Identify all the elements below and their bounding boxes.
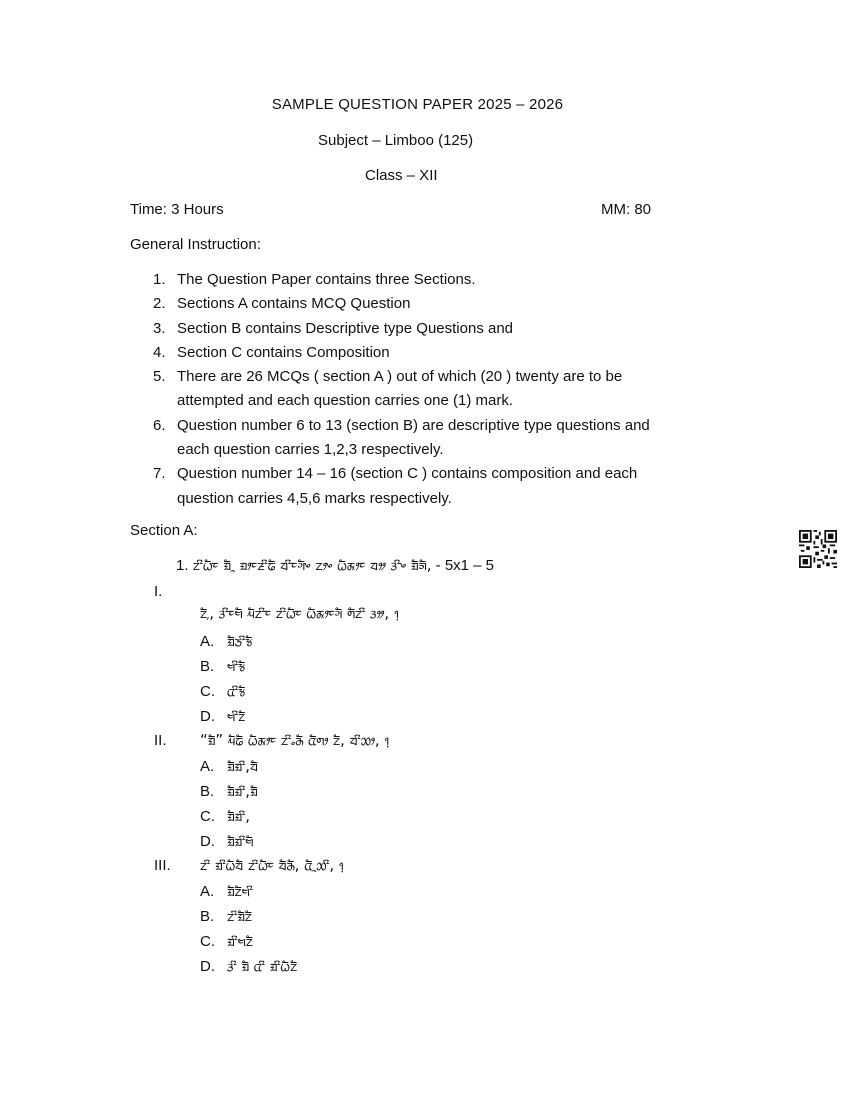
option-label: B.: [200, 658, 215, 675]
instruction-text: Section C contains Composition: [177, 343, 390, 361]
instruction-item: [130, 268, 730, 292]
question-roman-numeral: I.: [154, 583, 163, 600]
question-1: [176, 556, 494, 575]
option-label: A.: [200, 633, 215, 650]
paper-title: SAMPLE QUESTION PAPER 2025 – 2026: [271, 96, 564, 113]
option-text: ᤀᤠᤍᤡᤃᤠ: [227, 632, 253, 650]
question-marks: - 5x1 – 5: [435, 557, 495, 574]
class-line: Class – XII: [365, 167, 438, 184]
option-text: ᤀᤠᤀᤡ,: [227, 807, 250, 825]
option-text: ᤋᤡ ᤀᤠ ᤂᤡ ᤀᤡᤐᤠᤁᤠ: [227, 957, 298, 975]
instruction-text: Question number 14 – 16 (section C ) contains composition and each: [177, 465, 638, 483]
instruction-text: Question number 6 to 13 (section B) are descriptive type questions and: [177, 416, 650, 434]
question-roman-numeral: II.: [154, 732, 167, 749]
instruction-number: 6.: [153, 416, 166, 434]
option-text: ᤀᤠᤀᤡᤗᤠ: [227, 832, 254, 850]
instruction-list: [130, 268, 730, 511]
instruction-number: 2.: [153, 295, 166, 313]
option-text: ᤀᤡᤗᤁᤠ: [227, 932, 253, 950]
instruction-number: 1.: [153, 271, 166, 288]
instruction-text: attempted and each question carries one (1) mark.: [177, 392, 514, 410]
option-label: C.: [200, 683, 215, 700]
instruction-number: 4.: [153, 343, 166, 361]
mcq-option: [200, 832, 253, 851]
question-stem: ᤁᤡ ᤀᤡᤐᤠᤔᤠ ᤁᤡᤐᤠᤰ ᤔᤠᤌᤠ, ᤂᤠᤳᤑᤡ, ᥄: [200, 856, 344, 874]
option-text: ᤗᤡᤃᤠ: [227, 657, 246, 675]
qr-code: [799, 530, 837, 568]
mcq-option: [200, 757, 258, 776]
mcq-option: [200, 657, 245, 676]
instruction-number: 7.: [153, 465, 166, 483]
option-label: C.: [200, 808, 215, 825]
instruction-item: [130, 292, 730, 316]
time-allowed: Time: 3 Hours: [130, 201, 224, 218]
maximum-marks: MM: 80: [601, 201, 652, 218]
option-label: D.: [200, 958, 215, 975]
instruction-text: Sections A contains MCQ Question: [177, 295, 411, 313]
option-label: D.: [200, 708, 215, 725]
mcq-option: [200, 707, 245, 726]
instruction-text: Section B contains Descriptive type Questions and: [177, 319, 514, 337]
option-text: ᤁᤡᤀᤠᤁᤠ: [227, 907, 252, 925]
option-label: A.: [200, 883, 215, 900]
mcq-option: [200, 957, 297, 976]
instruction-text: question carries 4,5,6 marks respectively.: [177, 489, 452, 507]
instruction-text: each question carries 1,2,3 respectively.: [177, 441, 444, 459]
option-text: ᤀᤠᤀᤡ,ᤔᤠ: [227, 757, 258, 775]
option-label: C.: [200, 933, 215, 950]
instruction-item: [130, 341, 730, 365]
question-stem: “ᤀᤠ” ᤘᤠᤒᤠ ᤐᤠᤊᤣᤰ ᤁᤡᤱᤌᤠ ᤂᤠᤛᤣ ᤁᤠ, ᤔᤡᤑᤣ, ᥄: [200, 731, 390, 749]
instruction-item: [130, 414, 730, 463]
option-text: ᤀᤠᤀᤡ,ᤀᤠ: [227, 782, 258, 800]
general-instruction-heading: General Instruction:: [130, 236, 261, 253]
mcq-option: [200, 632, 252, 651]
mcq-option: [200, 907, 252, 926]
question-text: ᤁᤡᤐᤠᤰ ᤀᤠᤳ ᤀᤣᤰᤏᤡᤒᤠ ᤔᤡᤰᤆᤠᤴ ᤁᤣᤴ ᤐᤠᤊᤣᤰ ᤔᤤ ᤋᤡᤴ ᤀᤠᤈᤠ,: [192, 556, 432, 574]
instruction-number: 3.: [153, 319, 166, 337]
option-label: B.: [200, 783, 215, 800]
instruction-text: There are 26 MCQs ( section A ) out of which (20 ) twenty are to be: [177, 368, 623, 386]
option-label: B.: [200, 908, 215, 925]
section-a-heading: Section A:: [130, 522, 198, 539]
mcq-option: [200, 932, 253, 951]
instruction-text: The Question Paper contains three Sections.: [177, 271, 476, 288]
mcq-option: [200, 882, 253, 901]
mcq-option: [200, 682, 245, 701]
instruction-item: [130, 365, 730, 414]
question-number: 1.: [176, 557, 189, 574]
question-roman-numeral: III.: [154, 857, 171, 874]
instruction-number: 5.: [153, 368, 166, 386]
instruction-item: [130, 462, 730, 511]
option-text: ᤀᤠᤁᤠᤗᤡ: [227, 882, 253, 900]
mcq-option: [200, 807, 250, 826]
option-text: ᤗᤡᤁᤠ: [227, 707, 246, 725]
option-label: D.: [200, 833, 215, 850]
question-stem: ᤁᤠ᤹, ᤋᤡᤰᤗᤠ ᤘᤠᤁᤡᤰ ᤁᤡᤐᤠᤰ ᤐᤠᤊᤣᤰᤆᤠ ᤛᤠᤁᤡ ᤋᤤ, ᥄: [200, 604, 399, 622]
option-label: A.: [200, 758, 215, 775]
subject-line: Subject – Limboo (125): [318, 132, 474, 149]
option-text: ᤂᤡᤃᤠ: [227, 682, 246, 700]
mcq-option: [200, 782, 258, 801]
instruction-item: [130, 317, 730, 341]
